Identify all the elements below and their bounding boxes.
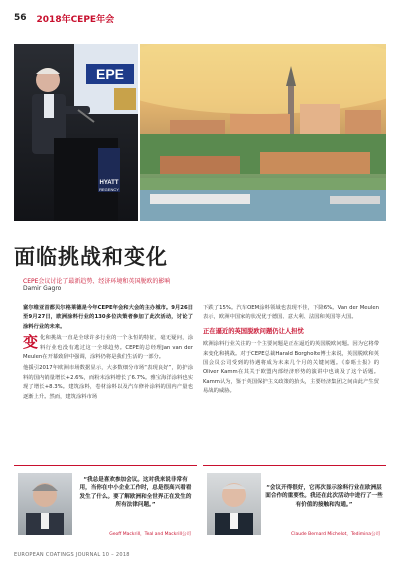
portrait-illustration-1	[18, 473, 72, 535]
paragraph-1-text: 化和挑战一直是全球许多行业的一个永恒的特征，毫无疑问，涂料行业也没有逃过这一全球趋势。CEPE的总经理Jan van der Meulen在开幕致辞中强调，涂料仍将是我们生活的一部分。	[23, 335, 193, 361]
quote-box-2	[203, 465, 386, 543]
article-paragraph-1	[23, 334, 193, 362]
section-heading: 正在逼近的英国脱欧问题仍让人担忧	[203, 327, 304, 335]
page-footer: EUROPEAN COATINGS JOURNAL 10 – 2018	[14, 552, 130, 558]
cityscape-illustration	[140, 44, 386, 221]
article-column-left	[23, 304, 193, 404]
page-header	[14, 11, 114, 25]
quote-portrait-2	[207, 473, 261, 535]
podium-sign-sub: REGENCY	[99, 187, 119, 192]
quote-portrait-1	[18, 473, 72, 535]
article-author: Damir Gagro	[23, 285, 62, 292]
quote-caption-2: Claude Bernard Michelot，Tedimina公司	[291, 532, 380, 537]
article-lead: 富尔维亚首都贝尔格莱德是今年CEPE年会和大会的主办城市。9月26日至9月27日，欧洲涂料行业的130多位决策者参加了此次活动，讨论了涂料行业的未来。	[23, 305, 193, 330]
article-title: 面临挑战和变化	[14, 245, 168, 269]
article-paragraph-4: 欧洲涂料行业关注的一个主要问题是正在逼近的英国脱欧问题。因为它将带来变化和挑战。对于CEPE总裁Harald Borgholte博士来说，英国脱欧和英国会员公司受到的待遇将成为未来几个月的关键问题。《泰晤士报》的Oliver Kamm在其关于欧盟内部经济形势的演讲中也谈及了这个话题。Kamm认为，鉴于英国保护主义政策的抬头，主要经济集团之间由此产生贸易战的威胁。	[203, 341, 379, 395]
portrait-illustration-2	[207, 473, 261, 535]
drop-cap: 变	[23, 333, 39, 352]
quote-text-2: “会议开得很好，它再次显示涂料行业在欧洲层面合作的重要性。我还在此次活动中进行了一些有价值的接触和沟通。”	[265, 485, 383, 508]
city-photo	[140, 44, 386, 221]
article-paragraph-3: 下跌了15%。汽车OEM涂料领域也表现不佳，下降6%。Van der Meulen表示，欧洲中国家的状况优于德国、意大利、法国和英国等大国。	[203, 305, 379, 321]
quote-caption-1: Geoff Mackrill，Teal and Mackrill公司	[109, 532, 191, 537]
quote-text-1: “我总是喜欢参加会议。这对我来说非常有用，当你在中小企业工作时，总是很高兴看看发生了什么。要了解欧洲和全世界正在发生的所有法律问题。”	[79, 477, 192, 509]
article-column-right	[203, 304, 379, 399]
page-number: 56	[14, 13, 27, 23]
speaker-photo	[14, 44, 138, 221]
article-paragraph-2: 他援引2017年欧洲市场数据显示，大多数细分市场“表现良好”，防护涂料的国内销量增长+2.6%，而粉末涂料增长了6.7%。雅宝海洋涂料也实现了增长+8.3%。建筑涂料，卷材涂料以及汽车修补涂料的国内产量也逐渐上升。然而，建筑涂料市场	[23, 365, 193, 400]
article-subtitle: CEPE会议讨论了最新趋势、经济环境和英国脱欧的影响	[23, 278, 171, 285]
quote-box-1	[14, 465, 197, 543]
podium-sign-text: HYATT	[99, 180, 119, 186]
speaker-illustration	[14, 44, 138, 221]
banner-text: EPE	[95, 66, 125, 82]
issue-title: 2018年CEPE年会	[36, 14, 115, 25]
